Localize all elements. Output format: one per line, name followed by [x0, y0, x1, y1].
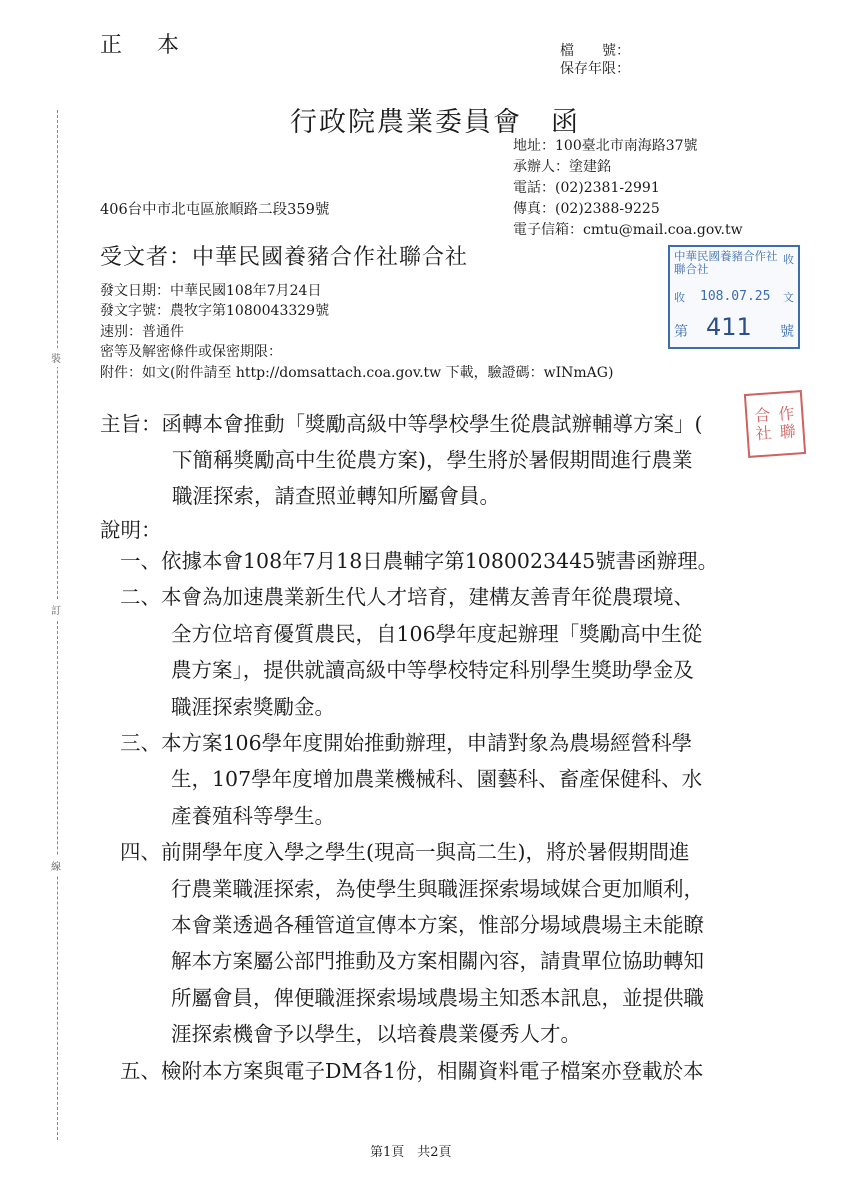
item-line: 五、檢附本方案與電子DM各1份，相關資料電子檔案亦登載於本	[120, 1058, 704, 1083]
attachment-note: 附件：如文(附件請至 http://domsattach.coa.gov.tw 下載，驗證碼：wINmAG)	[100, 364, 614, 381]
red-seal: 合 作 社 聯	[744, 390, 806, 458]
sender-phone: 電話：(02)2381-2991	[513, 180, 660, 196]
binding-mark-bottom: 線	[51, 856, 61, 875]
binding-mark-middle: 訂	[51, 600, 61, 619]
secrecy-level: 密等及解密條件或保密期限：	[100, 344, 282, 361]
item-line: 四、前開學年度入學之學生(現高一與高二生)，將於暑假期間進	[120, 840, 690, 865]
page-footer: 第1頁 共2頁	[370, 1145, 452, 1160]
recipient-address: 406台中市北屯區旅順路二段359號	[100, 202, 330, 218]
issue-date: 發文日期：中華民國108年7月24日	[100, 283, 322, 299]
sender-email: 電子信箱：cmtu@mail.coa.gov.tw	[513, 222, 743, 238]
stamp-no-left: 第	[674, 324, 688, 340]
document-number: 發文字號：農牧字第1080043329號	[100, 303, 330, 320]
explanation-label: 說明：	[100, 518, 162, 542]
item-line: 一、依據本會108年7月18日農輔字第1080023445號書函辦理。	[120, 549, 719, 573]
item-line: 全方位培育優質農民，自106學年度起辦理「獎勵高中生從	[171, 621, 703, 646]
stamp-receipt-number: 411	[706, 313, 752, 341]
archive-number-label: 檔 號：	[560, 43, 630, 59]
item-line: 本會業透過各種管道宣傳本方案，惟部分場域農場主未能瞭	[171, 913, 704, 938]
stamp-date: 108.07.25	[700, 289, 771, 304]
stamp-org: 中華民國養豬合作社聯合社	[674, 249, 778, 276]
receipt-stamp	[668, 245, 800, 349]
item-line: 三、本方案106學年度開始推動辦理，申請對象為農場經營科學	[120, 731, 693, 756]
item-line: 涯探索機會予以學生，以培養農業優秀人才。	[171, 1022, 581, 1047]
binding-line	[57, 110, 58, 1140]
item-line: 所屬會員，俾便職涯探索場域農場主知悉本訊息，並提供職	[171, 985, 704, 1010]
item-line: 農方案」，提供就讀高級中等學校特定科別學生獎助學金及	[171, 658, 694, 683]
explanation-items	[120, 543, 718, 1089]
stamp-side-right: 文	[783, 291, 794, 304]
sender-address: 地址：100臺北市南海路37號	[513, 138, 698, 154]
sender-handler: 承辦人：塗建銘	[513, 159, 611, 175]
subject-section	[100, 406, 703, 514]
item-line: 產養殖科等學生。	[171, 803, 335, 828]
delivery-speed: 速別：普通件	[100, 323, 184, 340]
binding-mark-top: 裝	[51, 348, 61, 367]
subject-line: 職涯探索，請查照並轉知所屬會員。	[172, 484, 500, 508]
item-line: 行農業職涯探索，為使學生與職涯探索場域媒合更加順利，	[171, 876, 704, 901]
document-title: 行政院農業委員會 函	[290, 107, 580, 138]
item-line: 生，107學年度增加農業機械科、園藝科、畜產保健科、水	[171, 767, 703, 792]
document-meta	[100, 281, 613, 383]
stamp-no-right: 號	[780, 324, 794, 340]
item-line: 二、本會為加速農業新生代人才培育，建構友善青年從農環境、	[120, 585, 694, 610]
subject-line: 下簡稱獎勵高中生從農方案)，學生將於暑假期間進行農業	[172, 448, 693, 472]
item-line: 解本方案屬公部門推動及方案相關內容，請貴單位協助轉知	[171, 949, 704, 974]
item-line: 職涯探索獎勵金。	[171, 694, 335, 719]
stamp-side-top: 收	[783, 253, 794, 266]
subject-line: 主旨：函轉本會推動「獎勵高級中等學校學生從農試辦輔導方案」(	[100, 412, 703, 436]
original-copy-mark: 正 本	[100, 33, 193, 58]
recipient: 受文者：中華民國養豬合作社聯合社	[100, 245, 469, 270]
retention-period-label: 保存年限：	[560, 61, 630, 77]
sender-fax: 傳真：(02)2388-9225	[513, 201, 660, 217]
sender-info	[513, 136, 743, 241]
stamp-side-left: 收	[674, 291, 685, 304]
